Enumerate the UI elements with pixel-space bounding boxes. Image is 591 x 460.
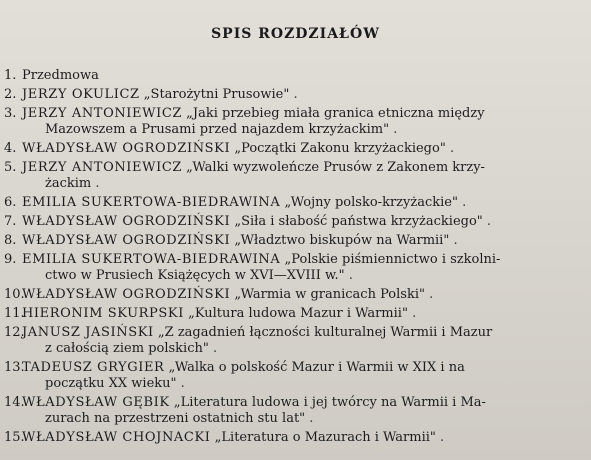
entry-title: „Walki wyzwoleńcze Prusów z Zakonem krzy- [186, 160, 485, 175]
entry-number: 2. [4, 87, 17, 102]
entry-number: 11. [4, 306, 25, 321]
entry-number: 12. [4, 325, 25, 340]
entry-first-line [22, 430, 560, 446]
entry-title: „Początki Zakonu krzyżackiego" [234, 141, 446, 156]
toc-entry [0, 395, 560, 427]
entry-title: „Starożytni Prusowie" [143, 87, 290, 102]
entry-continuation-text: początku XX wieku" [45, 376, 177, 391]
entry-first-line [22, 106, 560, 122]
entry-author: EMILIA SUKERTOWA-BIEDRAWINA [22, 252, 281, 267]
entry-number: 13. [4, 360, 25, 375]
entry-author: TADEUSZ GRYGIER [22, 360, 165, 375]
toc-entry [0, 287, 560, 303]
entry-leader-dots: . [176, 376, 185, 391]
entry-author: JERZY OKULICZ [22, 87, 140, 102]
entry-number: 15. [4, 430, 25, 445]
toc-entry [0, 214, 560, 230]
entry-continuation [22, 411, 560, 427]
entry-title: „Walka o polskość Mazur i Warmii w XIX i na [168, 360, 465, 375]
entry-number: 10. [4, 287, 25, 302]
entry-continuation [22, 176, 560, 192]
entry-number: 7. [4, 214, 17, 229]
entry-number: 4. [4, 141, 17, 156]
toc-entry [0, 360, 560, 392]
entry-author: WŁADYSŁAW OGRODZIŃSKI [22, 233, 231, 248]
entry-number: 14. [4, 395, 25, 410]
entry-continuation [22, 268, 560, 284]
entry-title: „Władztwo biskupów na Warmii" [234, 233, 450, 248]
entry-author: WŁADYSŁAW OGRODZIŃSKI [22, 214, 231, 229]
toc-entry [0, 141, 560, 157]
entry-leader-dots: . [435, 430, 445, 445]
entry-author: WŁADYSŁAW OGRODZIŃSKI [22, 287, 231, 302]
toc-entry [0, 252, 560, 284]
entry-author: WŁADYSŁAW CHOJNACKI [22, 430, 211, 445]
entry-leader-dots: . [482, 214, 492, 229]
toc-entry [0, 325, 560, 357]
entry-continuation-text: zurach na przestrzeni ostatnich stu lat" [45, 411, 306, 426]
entry-title: „Wojny polsko-krzyżackie" [284, 195, 458, 210]
entry-number: 1. [4, 68, 17, 83]
entry-first-line [22, 287, 560, 303]
entry-author: JERZY ANTONIEWICZ [22, 160, 183, 175]
toc-entry [0, 430, 560, 446]
entry-first-line [22, 68, 560, 84]
toc-entry [0, 195, 560, 211]
entry-number: 6. [4, 195, 17, 210]
entry-title: „Warmia w granicach Polski" [234, 287, 425, 302]
entry-first-line [22, 195, 560, 211]
entry-leader-dots: . [407, 306, 417, 321]
entry-leader-dots: . [289, 87, 298, 102]
entry-continuation-text: z całością ziem polskich" [45, 341, 209, 356]
toc-entry [0, 160, 560, 192]
entry-title: „Siła i słabość państwa krzyżackiego" [234, 214, 483, 229]
toc-entry [0, 233, 560, 249]
entry-leader-dots: . [305, 411, 314, 426]
entry-leader-dots: . [208, 341, 218, 356]
entry-author: EMILIA SUKERTOWA-BIEDRAWINA [22, 195, 281, 210]
entry-first-line [22, 160, 560, 176]
entry-leader-dots: . [389, 122, 398, 137]
entry-number: 9. [4, 252, 17, 267]
entry-continuation-text: żackim [45, 176, 92, 191]
entry-leader-dots: . [449, 233, 458, 248]
entry-continuation [22, 122, 560, 138]
entry-title: „Literatura ludowa i jej twórcy na Warmii i Ma- [173, 395, 486, 410]
entry-first-line [22, 214, 560, 230]
toc-entry [0, 106, 560, 138]
page-title: SPIS ROZDZIAŁÓW [211, 26, 380, 42]
entry-first-line [22, 325, 560, 341]
entry-number: 5. [4, 160, 17, 175]
entry-title: „Z zagadnień łączności kulturalnej Warmii i Mazur [157, 325, 493, 340]
entry-author: JERZY ANTONIEWICZ [22, 106, 183, 121]
entry-number: 3. [4, 106, 17, 121]
entry-first-line [22, 141, 560, 157]
entry-title: „Jaki przebieg miała granica etniczna między [186, 106, 485, 121]
entry-first-line [22, 395, 560, 411]
entry-leader-dots: . [344, 268, 353, 283]
entry-title: „Polskie piśmiennictwo i szkolni- [284, 252, 501, 267]
entry-author: WŁADYSŁAW GĘBIK [22, 395, 170, 410]
entry-first-line [22, 306, 560, 322]
entry-continuation [22, 341, 560, 357]
entry-author: WŁADYSŁAW OGRODZIŃSKI [22, 141, 231, 156]
entry-continuation [22, 376, 560, 392]
entry-title: Przedmowa [22, 68, 99, 83]
toc-entry [0, 68, 560, 84]
entry-leader-dots: . [424, 287, 434, 302]
table-of-contents [0, 68, 591, 449]
entry-title: „Literatura o Mazurach i Warmii" [214, 430, 436, 445]
entry-author: HIERONIM SKURPSKI [22, 306, 184, 321]
toc-entry [0, 306, 560, 322]
entry-number: 8. [4, 233, 17, 248]
entry-first-line [22, 233, 560, 249]
entry-title: „Kultura ludowa Mazur i Warmii" [188, 306, 408, 321]
entry-first-line [22, 360, 560, 376]
entry-continuation-text: ctwo w Prusiech Książęcych w XVI—XVIII w." [45, 268, 345, 283]
entry-leader-dots: . [457, 195, 467, 210]
entry-continuation-text: Mazowszem a Prusami przed najazdem krzyżackim" [45, 122, 390, 137]
entry-first-line [22, 252, 560, 268]
toc-entry [0, 87, 560, 103]
entry-leader-dots: . [445, 141, 455, 156]
entry-leader-dots: . [91, 176, 100, 191]
entry-author: JANUSZ JASIŃSKI [22, 325, 154, 340]
entry-first-line [22, 87, 560, 103]
